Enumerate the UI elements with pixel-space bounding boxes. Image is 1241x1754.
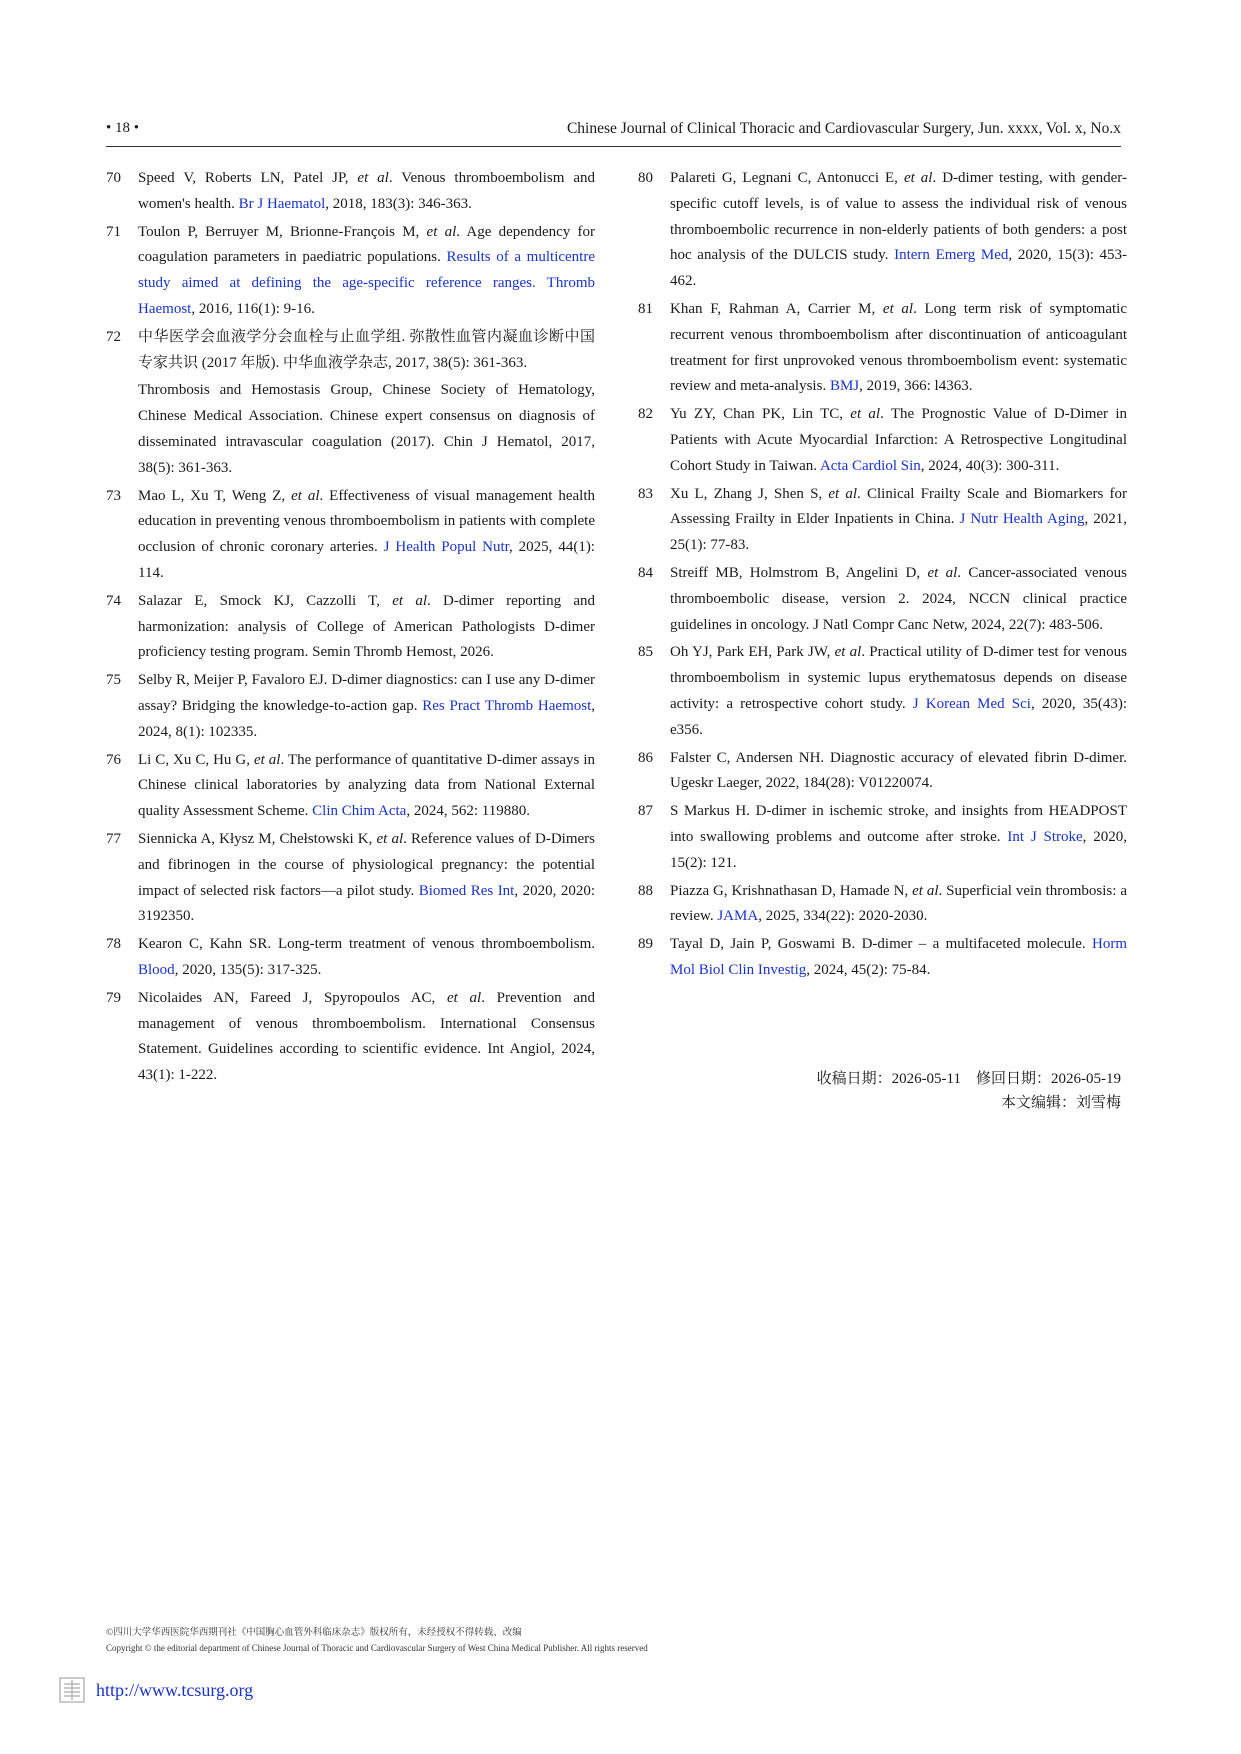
et-al-italic: et al xyxy=(882,300,914,317)
reference-text-part: , 2020, 15(2): 121. xyxy=(670,828,1128,871)
reference-text-part: . Long term risk of symptomatic recurrent venous thromboembolism after discontinuation of anticoagulant treatment for first unprovoked venous thromboembolism event: systematic review and meta-analysis. xyxy=(670,300,1128,395)
copyright-chinese: ©四川大学华西医院华西期刊社《中国胸心血管外科临床杂志》版权所有，未经授权不得转载、改编 xyxy=(106,1628,522,1638)
reference-text-part: . Clinical Frailty Scale and Biomarkers for Assessing Frailty in Elder Inpatients in China. xyxy=(670,485,1128,528)
reference-text-part: , 2018, 183(3): 346-363. xyxy=(325,195,472,212)
page-number: • 18 • xyxy=(106,120,140,136)
references-column-left xyxy=(106,166,595,1091)
reference-text-part: . Age dependency for coagulation parameters in paediatric populations. xyxy=(138,223,595,266)
reference-text-part: . Superficial vein thrombosis: a review. xyxy=(670,882,1127,925)
reference-text xyxy=(138,220,595,323)
et-al-italic: et al xyxy=(903,170,933,186)
reference-text xyxy=(138,166,595,218)
reference-item xyxy=(638,482,1127,559)
reference-item xyxy=(106,220,595,323)
reference-text xyxy=(670,746,1127,798)
reference-number: 71 xyxy=(106,223,121,240)
reference-link[interactable]: Results of a multicentre study aimed at defining the age-specific reference ranges. Thromb Haemost xyxy=(138,249,595,317)
reference-item xyxy=(638,932,1127,984)
reference-text-part: . Venous thromboembolism and women's health. xyxy=(138,170,596,212)
reference-link[interactable]: Horm Mol Biol Clin Investig xyxy=(670,936,1127,978)
reference-link[interactable]: Clin Chim Acta xyxy=(312,803,407,820)
reference-text xyxy=(670,561,1127,638)
et-al-italic: et al xyxy=(850,406,881,423)
reference-link[interactable]: Intern Emerg Med xyxy=(894,247,1009,264)
reference-number: 89 xyxy=(638,936,653,953)
et-al-italic: et al xyxy=(834,644,862,661)
reference-text-part: , 2025, 334(22): 2020-2030. xyxy=(758,908,928,925)
reference-text-part: Nicolaides AN, Fareed J, Spyropoulos AC, xyxy=(138,989,447,1006)
reference-text-part: , 2020, 15(3): 453-462. xyxy=(670,247,1127,290)
reference-link[interactable]: J Health Popul Nutr xyxy=(383,539,510,556)
reference-text-part: Siennicka A, Kłysz M, Chełstowski K, xyxy=(138,830,377,847)
reference-number: 74 xyxy=(106,592,121,609)
reference-text-part: . D-dimer reporting and harmonization: analysis of College of American Pathologists D-dimer proficiency testing program. Semin Thromb Hemost, 2026. xyxy=(138,592,595,661)
reference-text xyxy=(138,484,595,587)
reference-item xyxy=(638,166,1127,295)
reference-text-part: , 2020, 2020: 3192350. xyxy=(138,882,595,925)
reference-text-part: . The Prognostic Value of D-Dimer in Patients with Acute Myocardial Infarction: A Retrospective Longitudinal Cohort Study in Taiwan. xyxy=(670,406,1127,474)
reference-text-part: Mao L, Xu T, Weng Z, xyxy=(138,487,292,504)
reference-text-part: Oh YJ, Park EH, Park JW, xyxy=(670,644,835,661)
reference-text-part: 中华医学会血液学分会血栓与止血学组. 弥散性血管内凝血诊断中国专家共识 (2017 年版). 中华血液学杂志, 2017, 38(5): 361-363. xyxy=(138,328,595,371)
reference-text-part: Salazar E, Smock KJ, Cazzolli T, xyxy=(138,592,393,609)
reference-text-part: Li C, Xu C, Hu G, xyxy=(138,751,254,768)
reference-number: 80 xyxy=(638,170,653,186)
reference-link[interactable]: JAMA xyxy=(717,908,759,925)
reference-text-part: Falster C, Andersen NH. Diagnostic accuracy of elevated fibrin D-dimer. Ugeskr Laeger, 2022, 184(28): V01220074. xyxy=(670,749,1127,792)
reference-text-part: Toulon P, Berruyer M, Brionne-François M, xyxy=(138,223,427,240)
reference-number: 77 xyxy=(106,830,121,847)
reference-translation: Thrombosis and Hemostasis Group, Chinese Society of Hematology, Chinese Medical Association. Chinese expert consensus on diagnosis of disseminated intravascular coagulation (2017). Chin J Hematol, 2017, 38(5): 361-363. xyxy=(138,382,595,476)
reference-item xyxy=(106,827,595,930)
et-al-italic: et al xyxy=(253,751,281,768)
reference-number: 83 xyxy=(638,485,653,502)
reference-text xyxy=(138,986,595,1089)
reference-number: 78 xyxy=(106,936,121,953)
article-dates xyxy=(638,1067,1121,1115)
reference-text-part: . The performance of quantitative D-dimer assays in Chinese clinical laboratories by analyzing data from National External quality Assessment Scheme. xyxy=(138,751,596,820)
et-al-italic: et al xyxy=(357,170,389,186)
reference-number: 73 xyxy=(106,487,121,504)
reference-number: 86 xyxy=(638,749,653,766)
reference-item xyxy=(106,986,595,1089)
reference-text-part: Streiff MB, Holmstrom B, Angelini D, xyxy=(670,564,928,581)
reference-link[interactable]: J Korean Med Sci xyxy=(912,695,1031,712)
reference-text xyxy=(138,589,595,666)
reference-number: 72 xyxy=(106,328,121,345)
et-al-italic: et al xyxy=(828,485,858,502)
reference-item xyxy=(106,166,595,218)
reference-item xyxy=(106,589,595,666)
reference-text-part: Tayal D, Jain P, Goswami B. D-dimer – a multifaceted molecule. xyxy=(670,936,1092,953)
reference-item xyxy=(106,325,595,377)
reference-number: 84 xyxy=(638,564,653,581)
reference-item xyxy=(638,640,1127,743)
references-column-right xyxy=(638,166,1127,986)
et-al-italic: et al xyxy=(446,989,482,1006)
reference-link[interactable]: Br J Haematol xyxy=(238,195,326,212)
copyright-english: Copyright © the editorial department of Chinese Journal of Thoracic and Cardiovascular Surgery of West China Medical Publisher. All rights reserved xyxy=(106,1643,648,1653)
reference-text-part: , 2025, 44(1): 114. xyxy=(138,539,595,581)
reference-text-part: , 2019, 366: l4363. xyxy=(859,378,973,395)
reference-text-part: , 2024, 562: 119880. xyxy=(406,803,530,820)
reference-text-part: Palareti G, Legnani C, Antonucci E, xyxy=(670,170,904,186)
reference-text-part: Xu L, Zhang J, Shen S, xyxy=(670,485,829,502)
reference-text xyxy=(670,166,1127,295)
reference-item xyxy=(106,748,595,825)
running-header xyxy=(106,118,1121,147)
reference-text-part: . Prevention and management of venous thromboembolism. International Consensus Statement. Guidelines according to scientific evidence. Int Angiol, 2024, 43(1): 1-222. xyxy=(138,989,595,1084)
reference-number: 85 xyxy=(638,644,653,661)
received-revised-dates: 收稿日期：2026-05-11 修回日期：2026-05-19 xyxy=(816,1071,1121,1087)
reference-text-part: , 2024, 45(2): 75-84. xyxy=(806,961,931,978)
reference-text-part: . Reference values of D-Dimers and fibrinogen in the course of physiological pregnancy: the potential impact of selected risk factors—a pilot study. xyxy=(138,830,595,899)
reference-text xyxy=(670,297,1127,400)
reference-link[interactable]: Acta Cardiol Sin xyxy=(819,457,921,474)
reference-text-part: . Effectiveness of visual management health education in preventing venous thromboembolism in patients with complete occlusion of chronic coronary arteries. xyxy=(138,487,595,556)
reference-text-part: Khan F, Rahman A, Carrier M, xyxy=(670,300,883,317)
reference-text xyxy=(138,325,595,377)
reference-item xyxy=(106,932,595,984)
reference-text-part: Kearon C, Kahn SR. Long-term treatment of venous thromboembolism. xyxy=(138,936,595,953)
reference-text-part: Selby R, Meijer P, Favaloro EJ. D-dimer diagnostics: can I use any D-dimer assay? Bridging the knowledge-to-action gap. xyxy=(138,672,595,714)
reference-item xyxy=(638,561,1127,638)
et-al-italic: et al xyxy=(392,592,427,609)
reference-text-part: Piazza G, Krishnathasan D, Hamade N, xyxy=(670,882,913,899)
reference-text xyxy=(670,879,1127,931)
reference-text-part: S Markus H. D-dimer in ischemic stroke, and insights from HEADPOST into swallowing problems and outcome after stroke. xyxy=(670,803,1127,845)
reference-link[interactable]: Res Pract Thromb Haemost xyxy=(422,697,592,714)
reference-text-part: , 2016, 116(1): 9-16. xyxy=(191,300,315,317)
reference-item xyxy=(638,879,1127,931)
editor-name: 本文编辑：刘雪梅 xyxy=(1000,1095,1121,1111)
reference-text xyxy=(670,482,1127,559)
reference-link[interactable]: Biomed Res Int xyxy=(418,882,515,899)
reference-text xyxy=(138,827,595,930)
website-link[interactable]: http://www.tcsurg.org xyxy=(96,1679,254,1700)
reference-item xyxy=(106,668,595,745)
reference-item xyxy=(638,297,1127,400)
reference-text-part: , 2020, 135(5): 317-325. xyxy=(174,961,322,978)
et-al-italic: et al xyxy=(291,487,320,504)
reference-text-part: Yu ZY, Chan PK, Lin TC, xyxy=(670,406,851,423)
reference-text xyxy=(670,932,1127,984)
reference-link[interactable]: Int J Stroke xyxy=(1007,828,1083,845)
reference-number: 82 xyxy=(638,406,653,423)
publisher-logo-icon xyxy=(58,1676,86,1704)
reference-number: 70 xyxy=(106,170,121,186)
reference-number: 76 xyxy=(106,751,121,768)
reference-link[interactable]: J Nutr Health Aging xyxy=(959,511,1085,528)
reference-text-part: , 2024, 8(1): 102335. xyxy=(138,697,595,740)
reference-item xyxy=(638,402,1127,479)
reference-text-part: , 2024, 40(3): 300-311. xyxy=(920,457,1060,474)
reference-text-part: , 2020, 35(43): e356. xyxy=(670,695,1127,738)
reference-item xyxy=(638,799,1127,876)
reference-number: 87 xyxy=(638,803,653,820)
reference-number: 81 xyxy=(638,300,653,317)
reference-link[interactable]: Blood xyxy=(138,961,175,978)
reference-link[interactable]: BMJ xyxy=(829,378,860,395)
reference-text-part: , 2021, 25(1): 77-83. xyxy=(670,511,1127,554)
reference-text xyxy=(138,748,595,825)
et-al-italic: et al xyxy=(426,223,457,240)
reference-text xyxy=(670,640,1127,743)
footer-url-row xyxy=(58,1675,253,1705)
et-al-italic: et al xyxy=(912,882,939,899)
reference-item xyxy=(638,746,1127,798)
reference-item xyxy=(106,484,595,587)
reference-text-part: . Cancer-associated venous thromboembolic disease, version 2. 2024, NCCN clinical practice guidelines in oncology. J Natl Compr Canc Netw, 2024, 22(7): 483-506. xyxy=(670,564,1127,633)
reference-text-part: . Practical utility of D-dimer test for venous thromboembolism in systemic lupus erythematosus depends on disease activity: a retrospective cohort study. xyxy=(670,644,1127,712)
reference-text-part: . D-dimer testing, with gender-specific cutoff levels, is of value to assess the individual risk of venous thromboembolic recurrence in non-elderly patients of both genders: a post hoc analysis of the DULCIS study. xyxy=(670,170,1127,264)
et-al-italic: et al xyxy=(927,564,958,581)
reference-number: 75 xyxy=(106,672,121,689)
reference-text xyxy=(670,402,1127,479)
reference-text xyxy=(138,932,595,984)
reference-number: 79 xyxy=(106,989,121,1006)
reference-text xyxy=(138,668,595,745)
reference-text xyxy=(670,799,1127,876)
et-al-italic: et al xyxy=(376,830,404,847)
reference-number: 88 xyxy=(638,882,653,899)
journal-title: Chinese Journal of Clinical Thoracic and Cardiovascular Surgery, Jun. xxxx, Vol. x, No.x xyxy=(566,120,1121,137)
reference-text-part: Speed V, Roberts LN, Patel JP, xyxy=(138,170,358,186)
